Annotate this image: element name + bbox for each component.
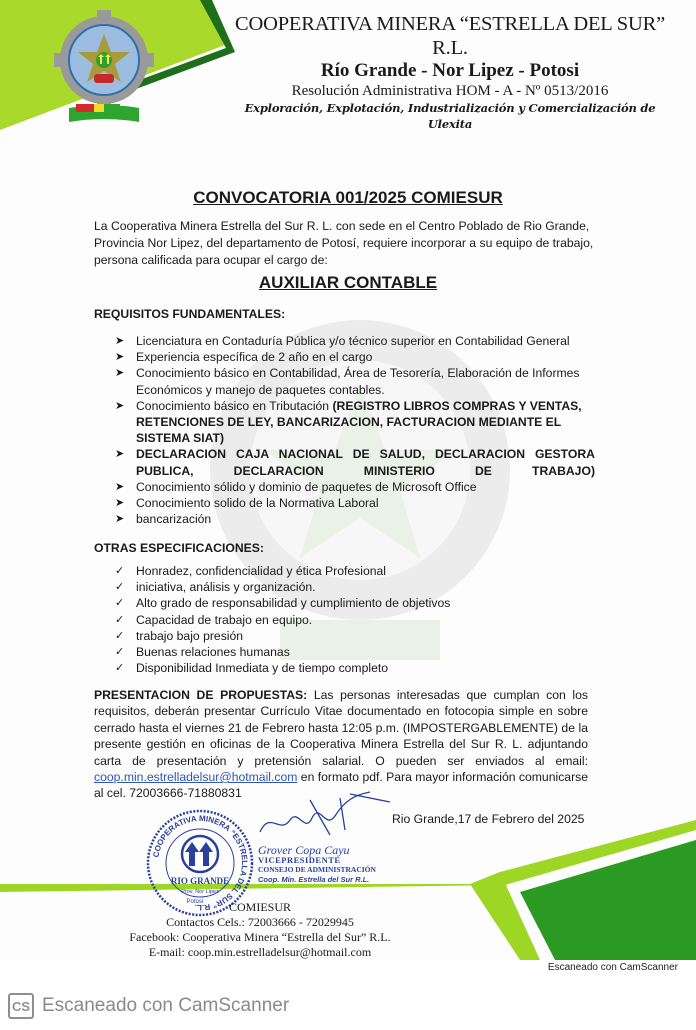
camscanner-watermark	[8, 993, 289, 1019]
check-bullet-icon: ✓	[115, 629, 125, 642]
org-tagline: Exploración, Explotación, Industrialización y Comercialización de Ulexita	[244, 101, 656, 131]
spec-item: ✓ Buenas relaciones humanas	[115, 645, 290, 660]
arrow-bullet-icon: ➤	[115, 335, 125, 347]
email-link[interactable]: coop.min.estrelladelsur@hotmail.com	[94, 770, 298, 785]
check-bullet-icon: ✓	[115, 565, 125, 577]
specs-heading: OTRAS ESPECIFICACIONES:	[94, 541, 264, 555]
svg-text:COOPERATIVA MINERA “ESTRELLA D: COOPERATIVA MINERA “ESTRELLA DEL SUR” R.L.	[151, 813, 250, 913]
requirement-item: ➤ Conocimiento solido de la Normativa Laboral	[115, 496, 379, 511]
signer-council: CONSEJO DE ADMINISTRACIÓN	[258, 865, 376, 874]
proposal-label: PRESENTACION DE PROPUESTAS:	[94, 688, 308, 702]
camscanner-logo-icon: CS	[8, 993, 34, 1019]
requirement-item: ➤ DECLARACION CAJA NACIONAL DE SALUD, DECLARACION GESTORA PUBLICA, DECLARACION MINISTERIO DE TRABAJO)	[115, 447, 595, 478]
svg-text:Prov. Nor Lipez: Prov. Nor Lipez	[181, 889, 219, 895]
arrow-bullet-icon: ➤	[115, 448, 125, 461]
requirements-list	[115, 333, 595, 527]
svg-text:Potosí: Potosí	[186, 899, 204, 905]
requirement-item: ➤ Licenciatura en Contaduría Pública y/o técnico superior en Contabilidad General	[115, 334, 570, 348]
footer-email: E-mail: coop.min.estrelladelsur@hotmail.com	[148, 945, 372, 959]
spec-item: ✓ Capacidad de trabajo en equipo.	[115, 612, 313, 627]
arrow-bullet-icon: ➤	[115, 399, 125, 412]
check-bullet-icon: ✓	[115, 581, 125, 594]
intro-paragraph: La Cooperativa Minera Estrella del Sur R. L. con sede en el Centro Poblado de Rio Grande, Provincia Nor Lipez, del departamento de Potosí, requiere incorporar a su equipo de trabajo, persona calificada para ocupar el cargo de:	[94, 219, 594, 267]
spec-item: ✓ Honradez, confidencialidad y ética Profesional	[115, 564, 386, 578]
signature-block	[258, 845, 376, 885]
arrow-bullet-icon: ➤	[115, 351, 125, 364]
arrow-bullet-icon: ➤	[115, 513, 125, 526]
letterhead	[230, 12, 670, 132]
footer-contacts	[60, 900, 460, 960]
signature-icon	[250, 790, 400, 840]
spec-item: ✓ Disponibilidad Inmediata y de tiempo completo	[115, 661, 389, 676]
requirement-item: ➤ bancarización	[115, 512, 212, 527]
document-date: Rio Grande,17 de Febrero del 2025	[392, 812, 585, 826]
check-bullet-icon: ✓	[115, 646, 125, 659]
spec-item: ✓ trabajo bajo presión	[115, 628, 244, 643]
signer-role: VICEPRESIDENTE	[258, 855, 341, 865]
signer-name: Grover Copa Cayu	[258, 843, 350, 857]
footer-phones: Contactos Cels.: 72003666 - 72029945	[166, 915, 354, 929]
check-bullet-icon: ✓	[115, 597, 125, 610]
proposal-paragraph: PRESENTACION DE PROPUESTAS: Las personas interesadas que cumplan con los requisitos, deberán presentar Currículo Vitae documentado en fotocopia simple en sobre cerrado hasta el viernes 21 de Febrero hasta 12:05 p.m. (IMPOSTERGABLEMENTE) de la presente gestión en oficinas de la Cooperativa Minera Estrella del Sur R. L. adjuntando carta de presentación y pretensión salarial. O pueden ser enviados al email: coop.min.estrelladelsur@hotmail.com en formato pdf. Para mayor información comunicarse al cel. 72003666-71880831	[94, 688, 589, 801]
arrow-bullet-icon: ➤	[115, 367, 125, 380]
footer-code: COMIESUR	[228, 900, 291, 914]
camscanner-caption: Escaneado con CamScanner	[42, 995, 290, 1016]
check-bullet-icon: ✓	[115, 662, 125, 675]
org-location: Río Grande - Nor Lipez - Potosi	[320, 60, 580, 81]
signer-org: Coop. Min. Estrella del Sur R.L.	[258, 875, 370, 884]
check-bullet-icon: ✓	[115, 613, 125, 626]
footer-facebook: Facebook: Cooperativa Minera “Estrella del Sur” R.L.	[129, 930, 391, 944]
org-resolution: Resolución Administrativa HOM - A - Nº 0513/2016	[291, 83, 609, 99]
specs-list	[115, 563, 595, 676]
org-name: COOPERATIVA MINERA “ESTRELLA DEL SUR” R.L.	[235, 13, 665, 59]
arrow-bullet-icon: ➤	[115, 480, 125, 493]
arrow-bullet-icon: ➤	[115, 497, 125, 510]
camscanner-caption-small: Escaneado con CamScanner	[547, 962, 678, 973]
spec-item: ✓ Alto grado de responsabilidad y cumplimiento de objetivos	[115, 596, 451, 611]
svg-text:RIO GRANDE: RIO GRANDE	[170, 876, 230, 886]
requirement-item: ➤ Conocimiento básico en Tributación (REGISTRO LIBROS COMPRAS Y VENTAS, RETENCIONES DE LEY, BANCARIZACION, FACTURACION MEDIANTE EL SISTEMA SIAT)	[115, 398, 582, 446]
position-title: AUXILIAR CONTABLE	[258, 273, 438, 292]
requirement-item: ➤ Conocimiento básico en Contabilidad, Área de Tesorería, Elaboración de Informes Económicos y manejo de paquetes contables.	[115, 366, 580, 397]
requirement-item: ➤ Experiencia específica de 2 año en el cargo	[115, 350, 373, 365]
cooperative-logo-icon	[54, 10, 154, 135]
spec-item: ✓ iniciativa, análisis y organización.	[115, 580, 316, 595]
call-title: CONVOCATORIA 001/2025 COMIESUR	[193, 188, 503, 207]
requirement-item: ➤ Conocimiento sólido y dominio de paquetes de Microsoft Office	[115, 479, 477, 494]
requirements-heading: REQUISITOS FUNDAMENTALES:	[94, 307, 286, 321]
